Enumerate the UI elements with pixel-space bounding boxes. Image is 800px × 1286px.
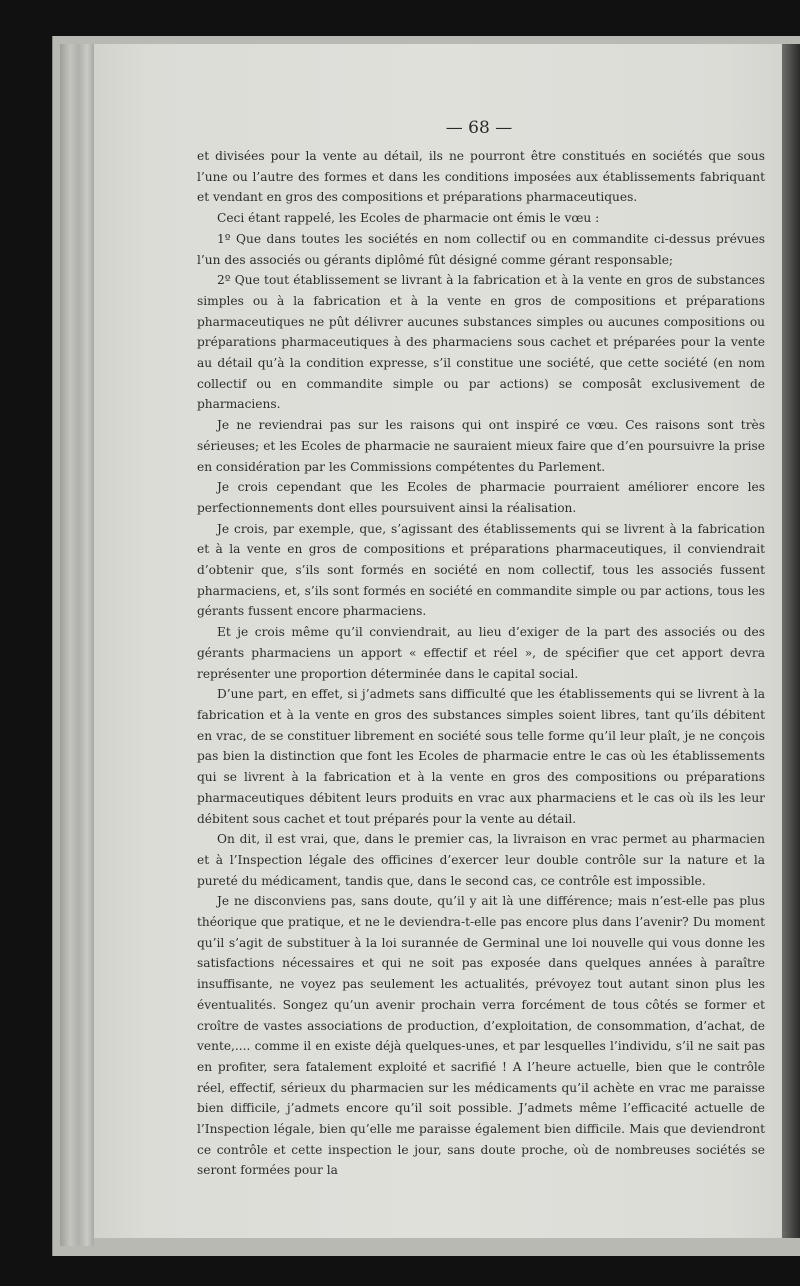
page-number: — 68 — xyxy=(445,118,513,138)
paragraph: D’une part, en effet, si j’admets sans difficulté que les établissements qui se livrent à la fabrication et à la vente en gros des substances simples soient libres, tant qu’ils débitent en vrac, de se constituer librement en société sous telle forme qu’il leur plaît, je ne conçois pas bien la distinction que font les Ecoles de pharmacie entre le cas où les établissements qui se livrent à la fabrication et à la vente en gros des compositions ou préparations pharmaceutiques débitent leurs produits en vrac aux pharmaciens et le cas où ils les leur débitent sous cachet et tout préparés pour la vente au détail. xyxy=(197,687,765,826)
binding-edge xyxy=(60,44,94,1246)
page-number-header xyxy=(0,118,800,138)
paragraph: Je ne disconviens pas, sans doute, qu’il y ait là une différence; mais n’est-elle pas plus théorique que pratique, et ne le deviendra-t-elle pas encore plus dans l’avenir? Du moment qu’il s’agit de substituer à la loi surannée de Germinal une loi nouvelle qui vous donne les satisfactions nécessaires et qui ne soit pas exposée dans quelques années à paraître insuffisante, ne voyez pas seulement les actualités, prévoyez tout autant sinon plus les éventualités. Songez qu’un avenir prochain verra forcément de tous côtés se former et croître de vastes associations de production, d’exploitation, de consommation, d’achat, de vente,.... comme il en existe déjà quelques-unes, et par lesquelles l’individu, s’il ne sait pas en profiter, sera fatalement exploité et sacrifié ! A l’heure actuelle, bien que le contrôle réel, effectif, sérieux du pharmacien sur les médicaments qu’il achète en vrac me paraisse bien difficile, j’admets encore qu’il soit possible. J’admets même l’efficacité actuelle de l’Inspection légale, bien qu’elle me paraisse également bien difficile. Mais que deviendront ce contrôle et cette inspection le jour, sans doute proche, où de nombreuses sociétés se seront formées pour la xyxy=(197,894,765,1178)
paragraph: Je crois cependant que les Ecoles de pharmacie pourraient améliorer encore les perfectionnements dont elles poursuivent ainsi la réalisation. xyxy=(197,480,765,515)
paragraph: Je ne reviendrai pas sur les raisons qui ont inspiré ce vœu. Ces raisons sont très sérieuses; et les Ecoles de pharmacie ne sauraient mieux faire que d’en poursuivre la prise en considération par les Commissions compétentes du Parlement. xyxy=(197,418,765,474)
page-edge-shadow xyxy=(782,44,800,1238)
paragraph: Ceci étant rappelé, les Ecoles de pharmacie ont émis le vœu : xyxy=(217,211,600,226)
body-text xyxy=(197,146,765,1181)
paragraph: Je crois, par exemple, que, s’agissant des établissements qui se livrent à la fabrication et à la vente en gros de compositions et préparations pharmaceutiques, il conviendrait d’obtenir que, s’ils sont formés en société en nom collectif, tous les associés fussent pharmaciens, et, s’ils sont formés en société en commandite simple ou par actions, tous les gérants fussent encore pharmaciens. xyxy=(197,521,765,619)
paragraph-item-2: 2º Que tout établissement se livrant à la fabrication et à la vente en gros de substances simples ou à la fabrication et à la vente en gros de compositions et préparations pharmaceutiques ne pût délivrer aucunes substances simples ou aucunes compositions ou préparations pharmaceutiques à des pharmaciens sous cachet et préparées pour la vente au détail qu’à la condition expresse, s’il constitue une société, que cette société (en nom collectif ou en commandite simple ou par actions) se composât exclusivement de pharmaciens. xyxy=(197,273,765,412)
paragraph: Et je crois même qu’il conviendrait, au lieu d’exiger de la part des associés ou des gérants pharmaciens un apport « effectif et réel », de spécifier que cet apport devra représenter une proportion déterminée dans le capital social. xyxy=(197,625,765,681)
paragraph-continuation: et divisées pour la vente au détail, ils ne pourront être constitués en sociétés que sous l’une ou l’autre des formes et dans les conditions imposées aux établissements fabriquant et vendant en gros des compositions et préparations pharmaceutiques. xyxy=(197,149,765,205)
paragraph-item-1: 1º Que dans toutes les sociétés en nom collectif ou en commandite ci-dessus prévues l’un des associés ou gérants diplômé fût désigné comme gérant responsable; xyxy=(197,231,765,267)
paragraph: On dit, il est vrai, que, dans le premier cas, la livraison en vrac permet au pharmacien et à l’Inspection légale des officines d’exercer leur double contrôle sur la nature et la pureté du médicament, tandis que, dans le second cas, ce contrôle est impossible. xyxy=(197,832,765,888)
